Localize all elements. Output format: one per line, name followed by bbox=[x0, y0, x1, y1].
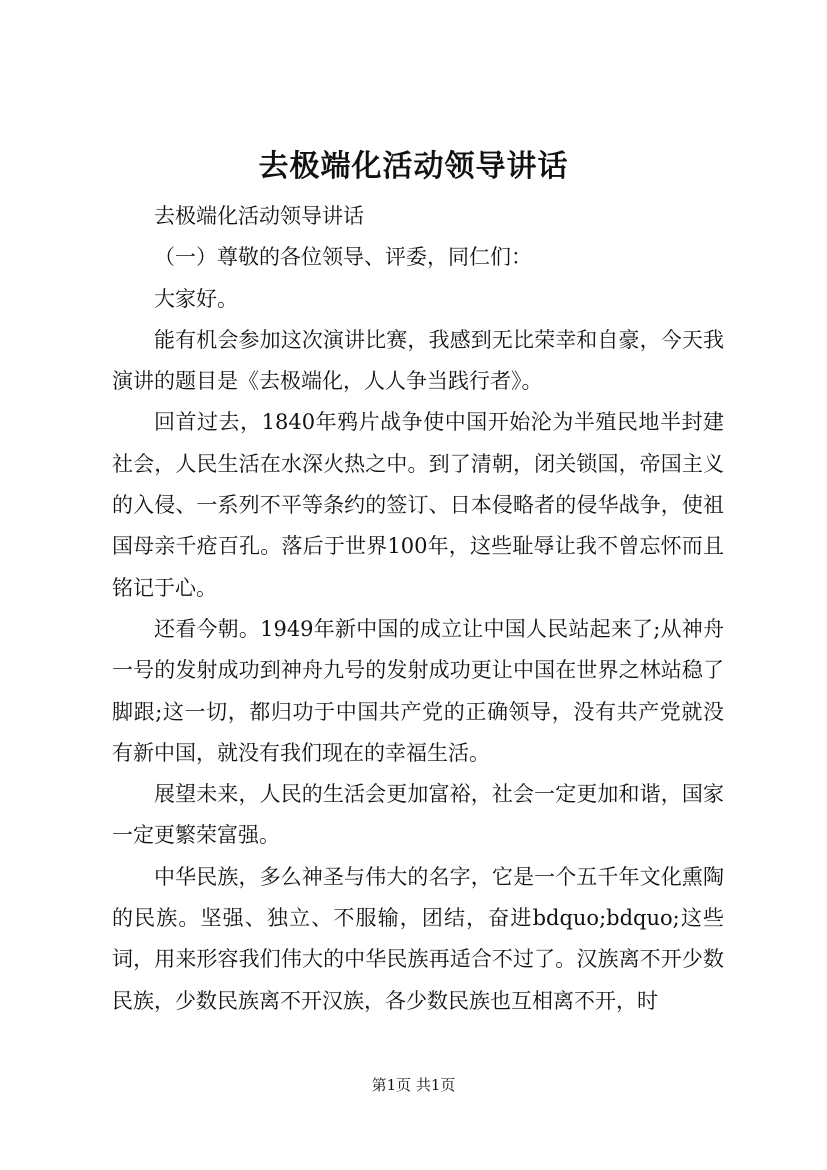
paragraph-intro: 能有机会参加这次演讲比赛，我感到无比荣幸和自豪，今天我演讲的题目是《去极端化，人人争当践行者》。 bbox=[112, 327, 724, 394]
paragraph-salutation: （一）尊敬的各位领导、评委，同仁们： bbox=[154, 245, 532, 270]
page-footer: 第1页 共1页 bbox=[371, 1076, 456, 1094]
paragraph-present: 还看今朝。1949年新中国的成立让中国人民站起来了;从神舟一号的发射成功到神舟九号的发射成功更让中国在世界之林站稳了脚跟;这一切，都归功于中国共产党的正确领导，没有共产党就没有新中国，就没有我们现在的幸福生活。 bbox=[112, 616, 724, 765]
paragraph-future: 展望未来，人民的生活会更加富裕，社会一定更加和谐，国家一定更繁荣富强。 bbox=[112, 782, 724, 848]
document-title: 去极端化活动领导讲话 bbox=[258, 149, 569, 184]
paragraph-greeting: 大家好。 bbox=[154, 286, 238, 311]
paragraph-history: 回首过去，1840年鸦片战争使中国开始沦为半殖民地半封建社会，人民生活在水深火热之中。到了清朝，闭关锁国，帝国主义的入侵、一系列不平等条约的签订、日本侵略者的侵华战争，使祖国母亲千疮百孔。落后于世界100年，这些耻辱让我不曾忘怀而且铭记于心。 bbox=[112, 410, 724, 600]
document-body bbox=[112, 196, 724, 1022]
paragraph-subtitle: 去极端化活动领导讲话 bbox=[154, 204, 364, 228]
paragraph-nation: 中华民族，多么神圣与伟大的名字，它是一个五千年文化熏陶的民族。坚强、独立、不服输，团结，奋进bdquo;bdquo;这些词，用来形容我们伟大的中华民族再适合不过了。汉族离不开少数民族，少数民族离不开汉族，各少数民族也互相离不开，时 bbox=[112, 864, 724, 1013]
